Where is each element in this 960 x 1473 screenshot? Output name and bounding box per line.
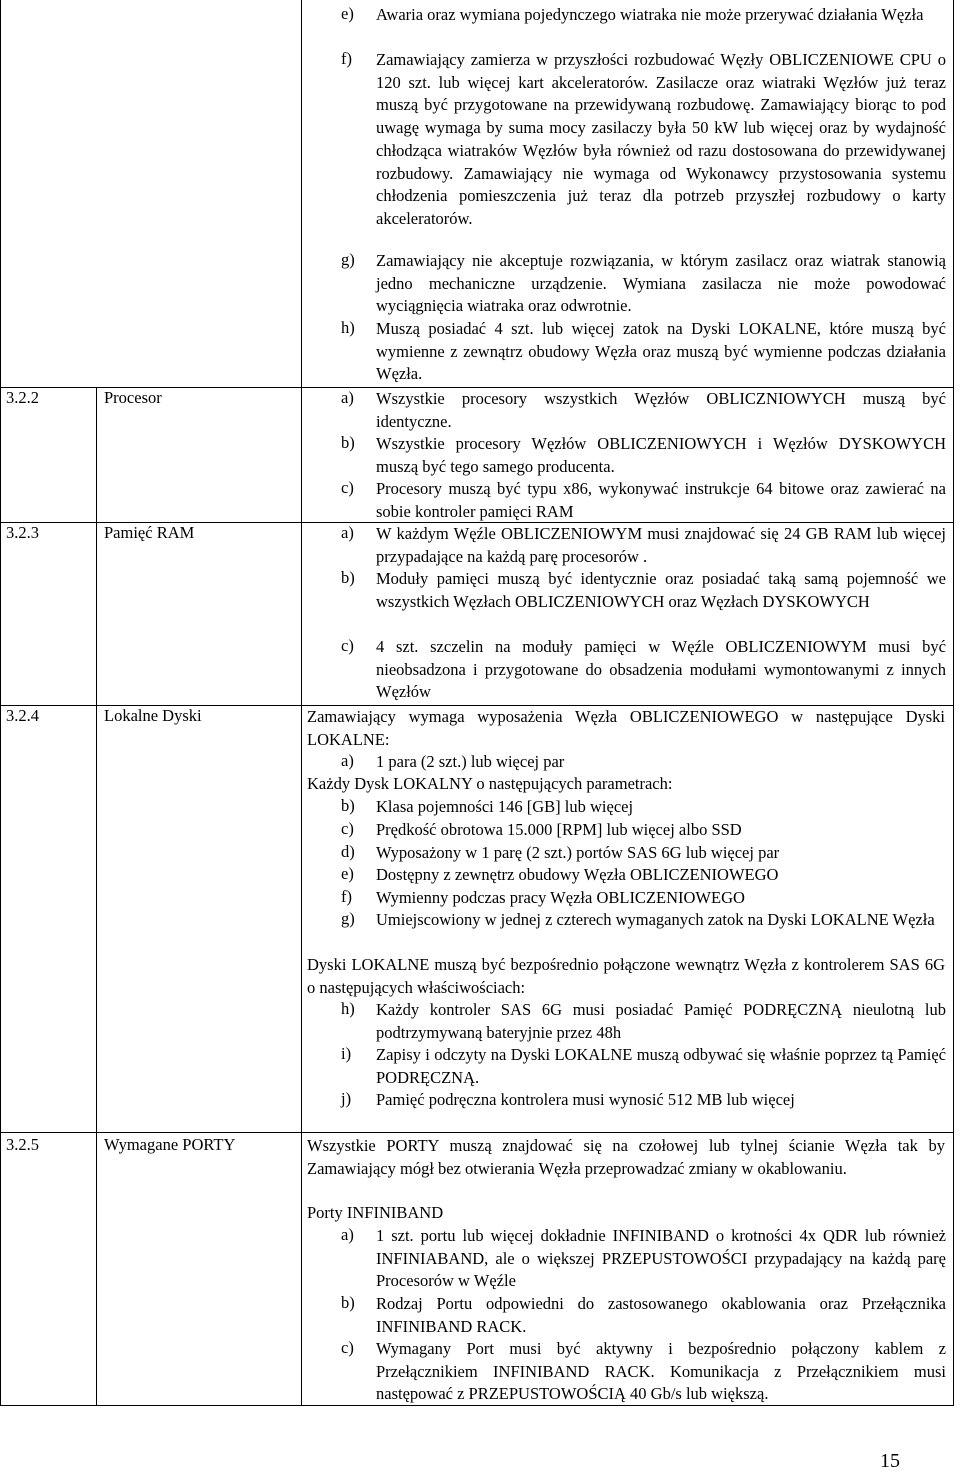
item-text: Każdy kontroler SAS 6G musi posiadać Pamięć PODRĘCZNĄ nieulotną lub podtrzymywaną bateryjnie przez 48h	[376, 1000, 946, 1042]
table-border-left	[0, 0, 1, 1406]
item-label: c)	[341, 636, 354, 655]
list-item	[310, 842, 946, 865]
list-item	[310, 887, 946, 910]
item-text: Wymienny podczas pracy Węzła OBLICZENIOWEGO	[376, 888, 745, 907]
item-label: c)	[341, 819, 354, 838]
item-text: Prędkość obrotowa 15.000 [RPM] lub więcej albo SSD	[376, 820, 742, 839]
item-label: j)	[341, 1089, 352, 1108]
item-text: Muszą posiadać 4 szt. lub więcej zatok na Dyski LOKALNE, które muszą być wymienne z zewnątrz obudowy Węzła oraz muszą być wymienne podczas działania Węzła.	[376, 319, 946, 384]
item-label: b)	[341, 433, 355, 452]
list-item	[310, 796, 946, 819]
list-item	[310, 751, 946, 774]
list-item	[310, 636, 946, 704]
item-label: c)	[341, 478, 354, 497]
list-item	[310, 318, 946, 386]
item-text: 1 para (2 szt.) lub więcej par	[376, 752, 565, 771]
item-label: a)	[341, 751, 354, 770]
item-label: c)	[341, 1338, 354, 1357]
item-text: Pamięć podręczna kontrolera musi wynosić 512 MB lub więcej	[376, 1090, 795, 1109]
item-label: h)	[341, 318, 355, 337]
item-text: 1 szt. portu lub więcej dokładnie INFINIBAND o krotności 4x QDR lub również INFINIABAND, ale o większej PRZEPUSTOWOŚCI przypadający na każdą parę Procesorów w Węźle	[376, 1226, 946, 1291]
item-label: b)	[341, 796, 355, 815]
page-number: 15	[880, 1450, 900, 1472]
item-text: Umiejscowiony w jednej z czterech wymaganych zatok na Dyski LOKALNE Węzła	[376, 910, 935, 929]
item-label: b)	[341, 568, 355, 587]
section-name: Wymagane PORTY	[104, 1135, 236, 1154]
item-label: b)	[341, 1293, 355, 1312]
item-label: g)	[341, 250, 355, 269]
list-item	[310, 4, 946, 27]
section-number: 3.2.5	[6, 1135, 39, 1154]
list-item	[310, 523, 946, 568]
section-name: Procesor	[104, 388, 162, 407]
params-intro: Każdy Dysk LOKALNY o następujących parametrach:	[307, 774, 673, 793]
list-item	[310, 433, 946, 478]
item-text: Dostępny z zewnętrz obudowy Węzła OBLICZENIOWEGO	[376, 865, 779, 884]
table-border-right	[953, 0, 954, 1406]
item-label: f)	[341, 887, 352, 906]
list-item	[310, 478, 946, 523]
item-label: h)	[341, 999, 355, 1018]
table-border-col2	[301, 0, 302, 1406]
list-item	[310, 909, 946, 932]
item-text: Wymagany Port musi być aktywny i bezpośrednio połączony kablem z Przełącznikiem INFINIBAND RACK. Komunikacja z Przełącznikiem musi następować z PRZEPUSTOWOŚCIĄ 40 Gb/s lub większą.	[376, 1339, 946, 1404]
table-border-col1	[96, 388, 97, 1406]
list-item	[310, 1338, 946, 1406]
item-label: i)	[341, 1044, 352, 1063]
section-name: Lokalne Dyski	[104, 706, 202, 725]
item-text: Zapisy i odczyty na Dyski LOKALNE muszą odbywać się właśnie poprzez tą Pamięć PODRĘCZNĄ.	[376, 1045, 946, 1087]
item-text: Zamawiający nie akceptuje rozwiązania, w którym zasilacz oraz wiatrak stanowią jedno mechaniczne urządzenie. Wymiana zasilacza nie może powodować wyciągnięcia wiatraka oraz odwrotnie.	[376, 251, 946, 316]
section-number: 3.2.2	[6, 388, 39, 407]
list-item	[310, 1293, 946, 1338]
section-intro: Wszystkie PORTY muszą znajdować się na czołowej lub tylnej ścianie Węzła tak by Zamawiający mógł bez otwierania Węzła przeprowadzać zmiany w okablowaniu.	[307, 1136, 945, 1178]
list-item	[310, 250, 946, 318]
list-item	[310, 1044, 946, 1089]
section-intro: Zamawiający wymaga wyposażenia Węzła OBLICZENIOWEGO w następujące Dyski LOKALNE:	[307, 707, 945, 749]
item-label: f)	[341, 49, 352, 68]
item-text: 4 szt. szczelin na moduły pamięci w Węźle OBLICZENIOWYM musi być nieobsadzona i przygotowane do obsadzenia modułami wymontowanymi z innych Węzłów	[376, 637, 946, 702]
item-label: e)	[341, 4, 354, 23]
item-text: Awaria oraz wymiana pojedynczego wiatraka nie może przerywać działania Węzła	[376, 5, 924, 24]
item-label: a)	[341, 523, 354, 542]
list-item	[310, 388, 946, 433]
section-name: Pamięć RAM	[104, 523, 195, 542]
list-item	[310, 49, 946, 231]
list-item	[310, 864, 946, 887]
item-text: Wyposażony w 1 parę (2 szt.) portów SAS 6G lub więcej par	[376, 843, 780, 862]
controller-intro: Dyski LOKALNE muszą być bezpośrednio połączone wewnątrz Węzła z kontrolerem SAS 6G o następujących właściwościach:	[307, 955, 945, 997]
list-item	[310, 1225, 946, 1293]
item-text: Wszystkie procesory Węzłów OBLICZENIOWYCH i Węzłów DYSKOWYCH muszą być tego samego producenta.	[376, 434, 946, 476]
item-text: Moduły pamięci muszą być identycznie oraz posiadać taką samą pojemność we wszystkich Węzłach OBLICZENIOWYCH oraz Węzłach DYSKOWYCH	[376, 569, 946, 611]
section-number: 3.2.3	[6, 523, 39, 542]
item-text: Rodzaj Portu odpowiedni do zastosowanego okablowania oraz Przełącznika INFINIBAND RACK.	[376, 1294, 946, 1336]
item-text: Klasa pojemności 146 [GB] lub więcej	[376, 797, 634, 816]
list-item	[310, 1089, 946, 1112]
item-label: e)	[341, 864, 354, 883]
table-row-separator	[0, 1132, 954, 1133]
item-label: g)	[341, 909, 355, 928]
item-text: Zamawiający zamierza w przyszłości rozbudować Węzły OBLICZENIOWE CPU o 120 szt. lub więcej kart akceleratorów. Zasilacze oraz wiatraki Węzłów już teraz muszą być przygotowane na przewidywaną rozbudowę. Zamawiający biorąc to pod uwagę wymaga by suma mocy zasilaczy była 50 kW lub więcej oraz by wydajność chłodząca wiatraków Węzłów była również od razu dostosowana do przewidywanej rozbudowy. Zamawiający nie wymaga od Wykonawcy przystosowania systemu chłodzenia pomieszczenia już teraz dla potrzeb przyszłej rozbudowy o karty akceleratorów.	[376, 50, 946, 228]
item-text: Procesory muszą być typu x86, wykonywać instrukcje 64 bitowe oraz zawierać na sobie kontroler pamięci RAM	[376, 479, 946, 521]
item-text: W każdym Węźle OBLICZENIOWYM musi znajdować się 24 GB RAM lub więcej przypadające na każdą parę procesorów .	[376, 524, 946, 566]
section-number: 3.2.4	[6, 706, 39, 725]
list-item	[310, 568, 946, 613]
item-label: a)	[341, 1225, 354, 1244]
item-text: Wszystkie procesory wszystkich Węzłów OBLICZNIOWYCH muszą być identyczne.	[376, 389, 946, 431]
list-item	[310, 999, 946, 1044]
item-label: a)	[341, 388, 354, 407]
ports-heading: Porty INFINIBAND	[307, 1203, 444, 1222]
list-item	[310, 819, 946, 842]
item-label: d)	[341, 842, 355, 861]
